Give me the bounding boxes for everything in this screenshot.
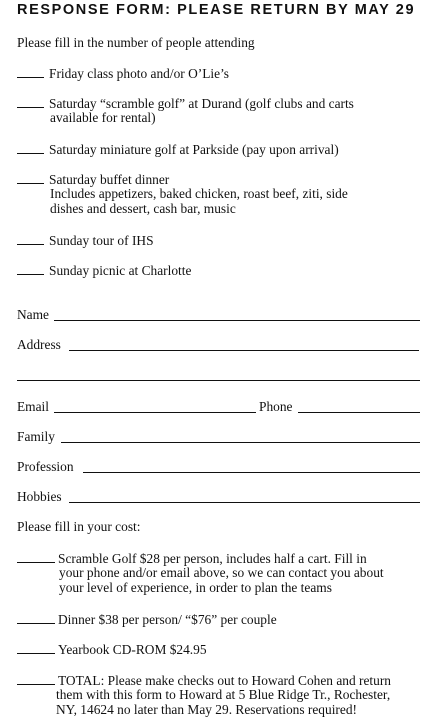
event-label: Friday class photo and/or O’Lie’s: [49, 66, 229, 81]
cost-label: Dinner $38 per person/ “$76” per couple: [58, 612, 277, 627]
cost-item-yearbook: [17, 641, 207, 658]
cost-item-dinner: [17, 611, 277, 628]
attendee-count-blank[interactable]: [17, 262, 44, 275]
profession-label: Profession: [17, 459, 74, 474]
family-label: Family: [17, 429, 55, 444]
name-label: Name: [17, 307, 49, 322]
name-field[interactable]: [54, 320, 420, 321]
email-field[interactable]: [54, 412, 256, 413]
attendee-count-blank[interactable]: [17, 65, 44, 78]
phone-label: Phone: [259, 399, 293, 414]
form-title: RESPONSE FORM: PLEASE RETURN BY MAY 29: [17, 2, 416, 18]
cost-label-continued: NY, 14624 no later than May 29. Reservations required!: [56, 702, 357, 717]
address-field[interactable]: [69, 350, 419, 351]
cost-blank[interactable]: [17, 641, 55, 654]
phone-field[interactable]: [298, 412, 420, 413]
cost-blank[interactable]: [17, 550, 55, 563]
cost-label-continued: them with this form to Howard at 5 Blue Ridge Tr., Rochester,: [56, 687, 391, 702]
cost-label: TOTAL: Please make checks out to Howard Cohen and return: [58, 673, 391, 688]
email-label: Email: [17, 399, 49, 414]
attendee-count-blank[interactable]: [17, 171, 44, 184]
event-label-continued: dishes and dessert, cash bar, music: [50, 201, 236, 216]
profession-field[interactable]: [83, 472, 420, 473]
cost-label-continued: your phone and/or email above, so we can contact you about: [59, 565, 384, 580]
event-item-picnic: [17, 262, 442, 279]
event-item-ihs-tour: [17, 232, 442, 249]
address-field-line-2[interactable]: [17, 380, 420, 381]
event-item-mini-golf: [17, 141, 442, 158]
event-label: Saturday buffet dinner: [49, 172, 170, 187]
cost-label: Scramble Golf $28 per person, includes half a cart. Fill in: [58, 551, 367, 566]
event-label: Sunday tour of IHS: [49, 233, 154, 248]
event-label: Saturday “scramble golf” at Durand (golf clubs and carts: [49, 96, 354, 111]
attendee-count-blank[interactable]: [17, 141, 44, 154]
event-item-friday-photo: [17, 65, 442, 82]
event-label-continued: available for rental): [50, 110, 156, 125]
address-label: Address: [17, 337, 61, 352]
cost-blank[interactable]: [17, 611, 55, 624]
attending-prompt: Please fill in the number of people attending: [17, 35, 255, 50]
cost-prompt: Please fill in your cost:: [17, 519, 141, 534]
event-label: Sunday picnic at Charlotte: [49, 263, 192, 278]
hobbies-field[interactable]: [69, 502, 420, 503]
attendee-count-blank[interactable]: [17, 232, 44, 245]
cost-label-continued: your level of experience, in order to plan the teams: [59, 580, 332, 595]
family-field[interactable]: [61, 442, 420, 443]
cost-blank[interactable]: [17, 672, 55, 685]
hobbies-label: Hobbies: [17, 489, 62, 504]
cost-label: Yearbook CD-ROM $24.95: [58, 642, 207, 657]
attendee-count-blank[interactable]: [17, 95, 44, 108]
event-label-continued: Includes appetizers, baked chicken, roast beef, ziti, side: [50, 186, 348, 201]
event-label: Saturday miniature golf at Parkside (pay upon arrival): [49, 142, 339, 157]
